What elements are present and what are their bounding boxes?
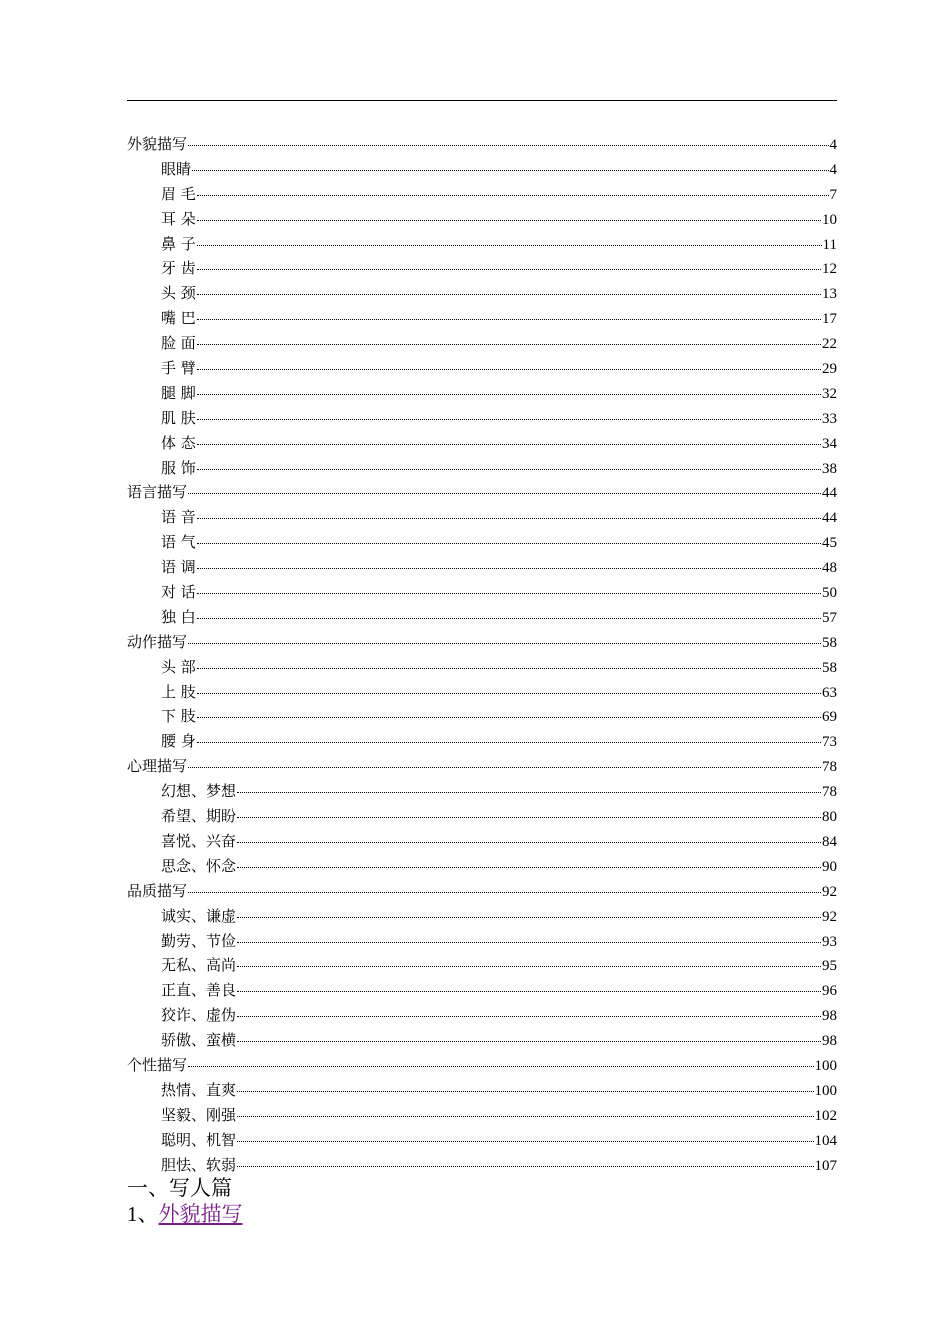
toc-entry-subsection[interactable] bbox=[127, 580, 837, 605]
toc-dot-leader bbox=[197, 593, 821, 594]
toc-entry-page: 107 bbox=[814, 1157, 837, 1174]
toc-dot-leader bbox=[197, 344, 821, 345]
toc-entry-page: 58 bbox=[822, 634, 837, 651]
toc-entry-label: 对 话 bbox=[161, 583, 196, 602]
toc-entry-subsection[interactable] bbox=[127, 1078, 837, 1103]
toc-entry-subsection[interactable] bbox=[127, 431, 837, 456]
toc-dot-leader bbox=[197, 469, 821, 470]
toc-entry-subsection[interactable] bbox=[127, 704, 837, 729]
toc-dot-leader bbox=[197, 668, 821, 669]
subsection-link[interactable]: 外貌描写 bbox=[158, 1202, 243, 1226]
toc-entry-section[interactable] bbox=[127, 132, 837, 157]
toc-entry-page: 100 bbox=[814, 1057, 837, 1074]
toc-entry-section[interactable] bbox=[127, 879, 837, 904]
toc-entry-page: 98 bbox=[822, 1033, 837, 1050]
toc-entry-page: 92 bbox=[822, 908, 837, 925]
toc-entry-subsection[interactable] bbox=[127, 256, 837, 281]
toc-entry-subsection[interactable] bbox=[127, 555, 837, 580]
toc-entry-label: 诚实、谦虚 bbox=[161, 906, 237, 925]
toc-entry-page: 80 bbox=[822, 809, 837, 826]
toc-entry-page: 84 bbox=[822, 833, 837, 850]
toc-entry-subsection[interactable] bbox=[127, 157, 837, 182]
toc-entry-label: 脸 面 bbox=[161, 334, 196, 353]
subsection-heading bbox=[127, 1201, 243, 1227]
toc-entry-label: 服 饰 bbox=[161, 458, 196, 477]
toc-entry-subsection[interactable] bbox=[127, 1128, 837, 1153]
toc-entry-page: 69 bbox=[822, 709, 837, 726]
toc-entry-subsection[interactable] bbox=[127, 381, 837, 406]
toc-dot-leader bbox=[197, 444, 821, 445]
toc-entry-label: 眉 毛 bbox=[161, 184, 196, 203]
toc-entry-label: 耳 朵 bbox=[161, 209, 196, 228]
toc-dot-leader bbox=[237, 1091, 813, 1092]
toc-dot-leader bbox=[188, 767, 821, 768]
toc-entry-subsection[interactable] bbox=[127, 207, 837, 232]
toc-dot-leader bbox=[237, 942, 821, 943]
toc-entry-page: 11 bbox=[822, 236, 837, 253]
toc-dot-leader bbox=[197, 568, 821, 569]
toc-entry-label: 热情、直爽 bbox=[161, 1080, 237, 1099]
toc-entry-subsection[interactable] bbox=[127, 729, 837, 754]
toc-entry-page: 12 bbox=[822, 261, 837, 278]
toc-entry-label: 聪明、机智 bbox=[161, 1130, 237, 1149]
toc-dot-leader bbox=[197, 394, 821, 395]
toc-dot-leader bbox=[197, 543, 821, 544]
toc-dot-leader bbox=[197, 319, 821, 320]
toc-entry-label: 鼻 子 bbox=[161, 234, 196, 253]
toc-entry-label: 眼睛 bbox=[161, 159, 192, 178]
toc-entry-subsection[interactable] bbox=[127, 356, 837, 381]
toc-entry-page: 73 bbox=[822, 734, 837, 751]
toc-entry-subsection[interactable] bbox=[127, 680, 837, 705]
toc-entry-label: 独 白 bbox=[161, 607, 196, 626]
toc-dot-leader bbox=[192, 170, 828, 171]
toc-entry-label: 狡诈、虚伪 bbox=[161, 1006, 237, 1025]
toc-entry-subsection[interactable] bbox=[127, 182, 837, 207]
toc-entry-page: 44 bbox=[822, 510, 837, 527]
toc-entry-section[interactable] bbox=[127, 630, 837, 655]
toc-entry-page: 58 bbox=[822, 659, 837, 676]
toc-entry-subsection[interactable] bbox=[127, 505, 837, 530]
toc-entry-page: 10 bbox=[822, 211, 837, 228]
toc-entry-page: 95 bbox=[822, 958, 837, 975]
toc-entry-label: 嘴 巴 bbox=[161, 309, 196, 328]
toc-dot-leader bbox=[188, 1066, 813, 1067]
toc-entry-page: 57 bbox=[822, 609, 837, 626]
toc-dot-leader bbox=[237, 867, 821, 868]
toc-entry-label: 语言描写 bbox=[127, 483, 188, 502]
toc-entry-label: 外貌描写 bbox=[127, 135, 188, 153]
toc-entry-subsection[interactable] bbox=[127, 456, 837, 481]
toc-entry-label: 牙 齿 bbox=[161, 259, 196, 278]
toc-entry-subsection[interactable] bbox=[127, 331, 837, 356]
toc-entry-page: 29 bbox=[822, 361, 837, 378]
header-rule bbox=[127, 100, 837, 101]
toc-entry-label: 手 臂 bbox=[161, 359, 196, 378]
toc-entry-subsection[interactable] bbox=[127, 281, 837, 306]
toc-dot-leader bbox=[197, 419, 821, 420]
toc-entry-subsection[interactable] bbox=[127, 1103, 837, 1128]
toc-entry-subsection[interactable] bbox=[127, 1003, 837, 1028]
toc-dot-leader bbox=[197, 693, 821, 694]
toc-entry-page: 92 bbox=[822, 883, 837, 900]
toc-entry-label: 下 肢 bbox=[161, 707, 196, 726]
toc-entry-label: 上 肢 bbox=[161, 682, 196, 701]
toc-entry-page: 22 bbox=[822, 336, 837, 353]
toc-entry-label: 幻想、梦想 bbox=[161, 782, 237, 801]
toc-entry-label: 思念、怀念 bbox=[161, 856, 237, 875]
toc-dot-leader bbox=[197, 195, 829, 196]
toc-dot-leader bbox=[197, 245, 822, 246]
toc-entry-label: 头 颈 bbox=[161, 284, 196, 303]
toc-entry-label: 心理描写 bbox=[127, 757, 188, 776]
toc-dot-leader bbox=[237, 792, 821, 793]
toc-entry-label: 个性描写 bbox=[127, 1055, 188, 1074]
toc-entry-subsection[interactable] bbox=[127, 530, 837, 555]
toc-dot-leader bbox=[197, 294, 821, 295]
toc-entry-label: 希望、期盼 bbox=[161, 807, 237, 826]
toc-entry-label: 语 音 bbox=[161, 508, 196, 527]
toc-entry-page: 78 bbox=[822, 759, 837, 776]
toc-entry-page: 63 bbox=[822, 684, 837, 701]
toc-entry-subsection[interactable] bbox=[127, 1028, 837, 1053]
toc-dot-leader bbox=[237, 1166, 813, 1167]
toc-dot-leader bbox=[197, 269, 821, 270]
toc-entry-label: 正直、善良 bbox=[161, 981, 237, 1000]
toc-dot-leader bbox=[237, 1116, 813, 1117]
toc-dot-leader bbox=[237, 991, 821, 992]
section-heading: 一、写人篇 bbox=[127, 1176, 232, 1200]
toc-entry-section[interactable] bbox=[127, 1053, 837, 1078]
toc-entry-page: 104 bbox=[814, 1132, 837, 1149]
toc-entry-page: 13 bbox=[822, 286, 837, 303]
toc-entry-label: 勤劳、节俭 bbox=[161, 931, 237, 950]
toc-dot-leader bbox=[197, 220, 821, 221]
toc-dot-leader bbox=[197, 518, 821, 519]
toc-entry-page: 7 bbox=[829, 186, 837, 203]
toc-dot-leader bbox=[237, 842, 821, 843]
toc-entry-page: 33 bbox=[822, 410, 837, 427]
toc-entry-subsection[interactable] bbox=[127, 804, 837, 829]
toc-entry-page: 4 bbox=[829, 161, 837, 178]
toc-dot-leader bbox=[197, 717, 821, 718]
toc-dot-leader bbox=[197, 742, 821, 743]
toc-entry-label: 品质描写 bbox=[127, 881, 188, 900]
toc-entry-subsection[interactable] bbox=[127, 1153, 837, 1178]
toc-entry-subsection[interactable] bbox=[127, 929, 837, 954]
toc-entry-page: 48 bbox=[822, 560, 837, 577]
toc-entry-subsection[interactable] bbox=[127, 978, 837, 1003]
toc-entry-subsection[interactable] bbox=[127, 232, 837, 257]
toc-dot-leader bbox=[188, 145, 828, 146]
toc-dot-leader bbox=[237, 917, 821, 918]
toc-entry-label: 语 调 bbox=[161, 558, 196, 577]
toc-entry-subsection[interactable] bbox=[127, 605, 837, 630]
toc-dot-leader bbox=[188, 892, 821, 893]
toc-dot-leader bbox=[197, 369, 821, 370]
toc-entry-section[interactable] bbox=[127, 480, 837, 505]
toc-entry-label: 胆怯、软弱 bbox=[161, 1155, 237, 1174]
table-of-contents bbox=[127, 132, 837, 1177]
toc-entry-page: 32 bbox=[822, 385, 837, 402]
toc-entry-page: 50 bbox=[822, 585, 837, 602]
toc-entry-label: 头 部 bbox=[161, 657, 196, 676]
toc-dot-leader bbox=[237, 966, 821, 967]
toc-dot-leader bbox=[237, 1141, 813, 1142]
toc-entry-label: 腰 身 bbox=[161, 732, 196, 751]
toc-entry-page: 90 bbox=[822, 858, 837, 875]
toc-entry-subsection[interactable] bbox=[127, 779, 837, 804]
toc-entry-section[interactable] bbox=[127, 754, 837, 779]
toc-entry-label: 无私、高尚 bbox=[161, 956, 237, 975]
toc-entry-page: 78 bbox=[822, 784, 837, 801]
toc-entry-page: 45 bbox=[822, 535, 837, 552]
toc-entry-page: 96 bbox=[822, 983, 837, 1000]
toc-entry-subsection[interactable] bbox=[127, 854, 837, 879]
toc-entry-label: 语 气 bbox=[161, 533, 196, 552]
toc-dot-leader bbox=[237, 817, 821, 818]
toc-entry-page: 34 bbox=[822, 435, 837, 452]
toc-entry-subsection[interactable] bbox=[127, 655, 837, 680]
toc-dot-leader bbox=[197, 618, 821, 619]
toc-entry-page: 100 bbox=[814, 1082, 837, 1099]
toc-entry-subsection[interactable] bbox=[127, 306, 837, 331]
toc-entry-page: 17 bbox=[822, 311, 837, 328]
toc-entry-subsection[interactable] bbox=[127, 406, 837, 431]
toc-dot-leader bbox=[237, 1016, 821, 1017]
toc-entry-label: 体 态 bbox=[161, 433, 196, 452]
subsection-number: 1、 bbox=[127, 1202, 159, 1226]
toc-entry-label: 骄傲、蛮横 bbox=[161, 1031, 237, 1050]
toc-entry-label: 肌 肤 bbox=[161, 408, 196, 427]
toc-entry-page: 44 bbox=[822, 485, 837, 502]
toc-entry-subsection[interactable] bbox=[127, 953, 837, 978]
toc-entry-subsection[interactable] bbox=[127, 904, 837, 929]
toc-dot-leader bbox=[188, 643, 821, 644]
toc-entry-subsection[interactable] bbox=[127, 829, 837, 854]
toc-entry-label: 坚毅、刚强 bbox=[161, 1105, 237, 1124]
toc-entry-page: 102 bbox=[814, 1107, 837, 1124]
toc-dot-leader bbox=[188, 493, 821, 494]
toc-entry-label: 腿 脚 bbox=[161, 383, 196, 402]
toc-entry-page: 93 bbox=[822, 933, 837, 950]
toc-entry-label: 动作描写 bbox=[127, 632, 188, 651]
toc-entry-page: 4 bbox=[829, 137, 837, 153]
toc-entry-page: 98 bbox=[822, 1008, 837, 1025]
toc-entry-page: 38 bbox=[822, 460, 837, 477]
toc-dot-leader bbox=[237, 1041, 821, 1042]
toc-entry-label: 喜悦、兴奋 bbox=[161, 831, 237, 850]
